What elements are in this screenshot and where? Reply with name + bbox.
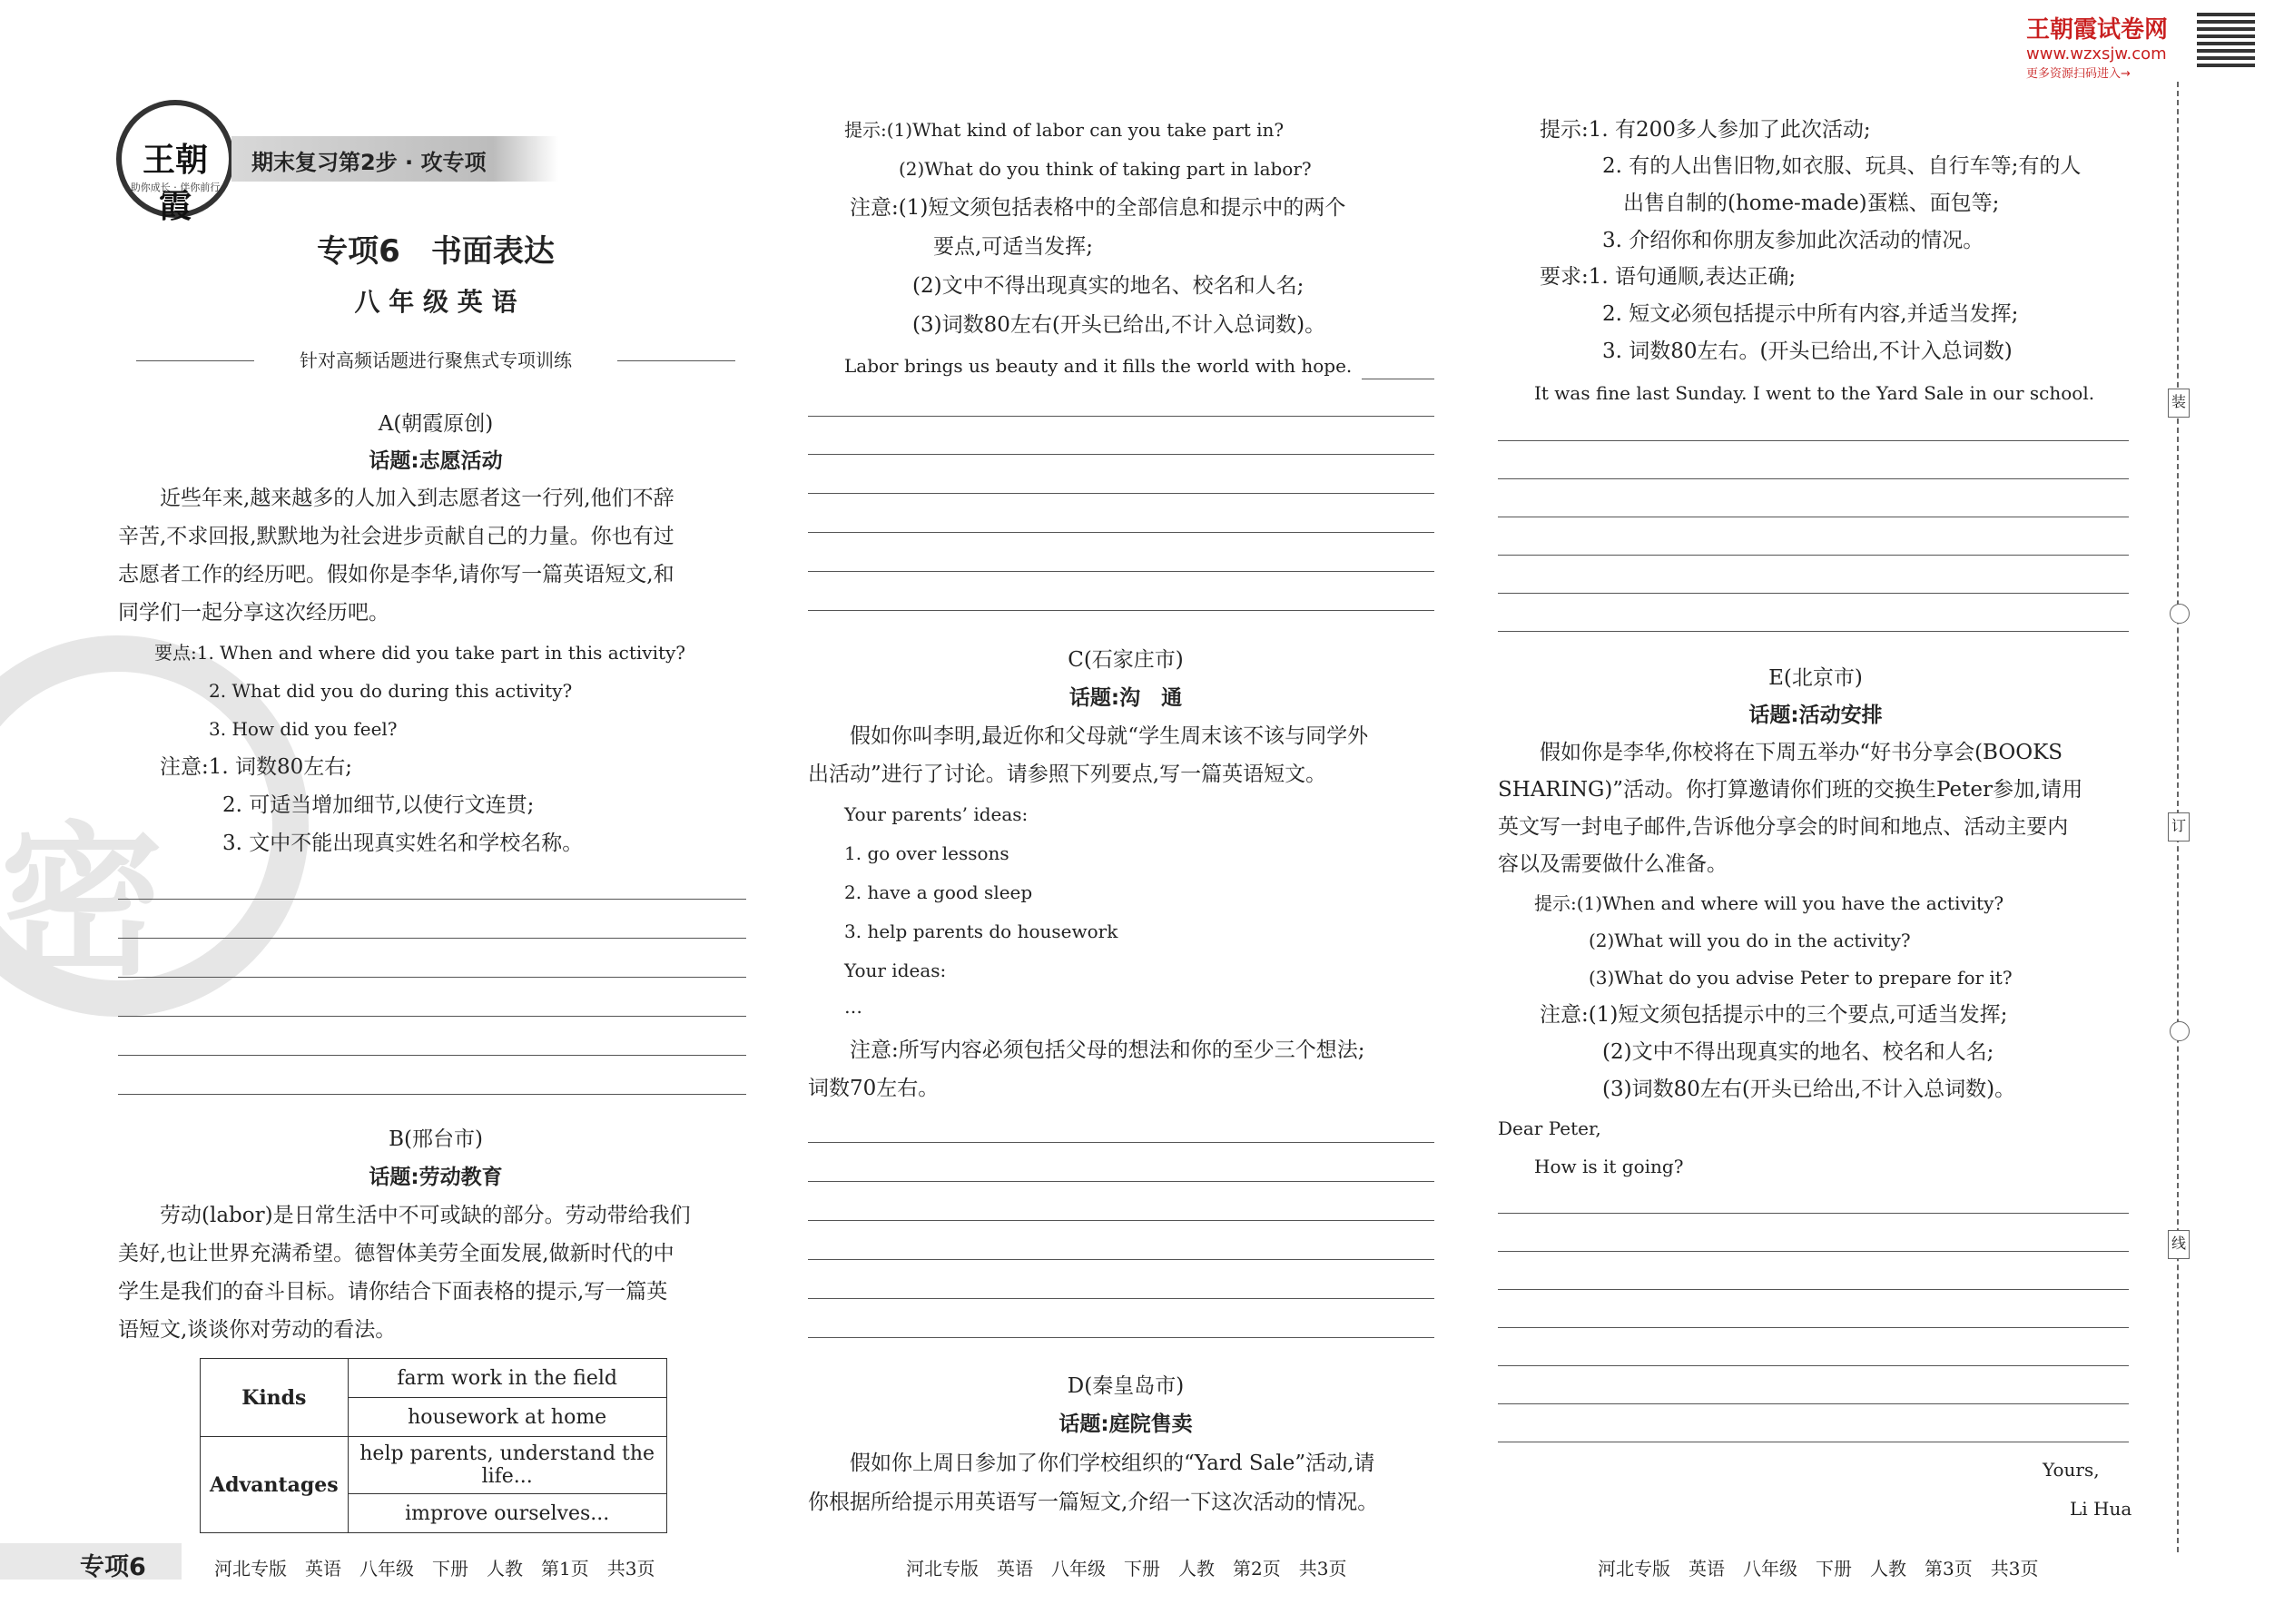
table-cell: improve ourselves... <box>348 1494 666 1533</box>
section-e-body: 假如你是李华,你校将在下周五举办“好书分享会(BOOKS <box>1498 741 2063 764</box>
footer-page-3: 河北专版 英语 八年级 下册 人教 第3页 共3页 <box>1598 1558 2039 1580</box>
section-a-points: 要点:1. When and where did you take part in this activity? <box>118 642 686 664</box>
letter-salutation: Dear Peter, <box>1498 1117 1601 1139</box>
watermark-seal: 密 <box>0 635 309 1017</box>
table-cell: help parents, understand the life... <box>348 1437 666 1494</box>
table-cell: farm work in the field <box>348 1359 666 1398</box>
section-a-notes: 注意:1. 词数80左右; <box>118 755 353 779</box>
section-b-hints: 提示:(1)What kind of labor can you take part in? <box>808 119 1285 141</box>
footer-page-1: 河北专版 英语 八年级 下册 人教 第1页 共3页 <box>214 1558 655 1580</box>
section-a-body: 近些年来,越来越多的人加入到志愿者这一行列,他们不辞 <box>118 487 674 510</box>
qr-code-icon[interactable] <box>2197 9 2255 67</box>
letter-signature: Li Hua <box>2070 1498 2132 1520</box>
section-e-topic: 话题:活动安排 <box>1748 704 1883 727</box>
section-d-hints: 提示:1. 有200多人参加了此次活动; <box>1498 118 1871 142</box>
labor-table <box>200 1358 667 1533</box>
tagline: 针对高频话题进行聚焦式专项训练 <box>300 349 572 371</box>
letter-greeting: How is it going? <box>1498 1156 1684 1177</box>
column-3: 提示:1. 有200多人参加了此次活动; 2. 有的人出售旧物,如衣服、玩具、自行车等;有的人 出售自制的(home-made)蛋糕、面包等; 3. 介绍你和你朋友参加此次活动的情况。 要求:1. 语句通顺,表达正确; 2. 短文必须包括提示中所有内容,并适当发挥; 3. 词数80左右。(开头已给出,不计入总词数) It was fine last Sunday. I went to the Yard Sale in our school. E(北京市) 话题:活动安排 假如你是李华,你校将在下周五举办“好书分享会(BOOKS SHARING)”活动。你打算邀请你们班的交换生Peter参加,请用 英文写一封电子邮件,告诉他分享会的时间和地点、活动主要内 容以及需要做什么准备。 提示:(1)When and where will you have the activity? (2)What will you do in the activity? (3)What do you advise Peter to prepare for it? 注意:(1)短文须包括提示中的三个要点,可适当发挥; (2)文中不得出现真实的地名、校名和人名; (3)词数80左右(开头已给出,不计入总词数)。 Dear Peter, How is it going? Yours, Li Hua <box>1498 0 2133 1624</box>
letter-closing: Yours, <box>2043 1459 2100 1481</box>
table-header-advantages: Advantages <box>201 1437 349 1533</box>
section-d-opening: It was fine last Sunday. I went to the Yard Sale in our school. <box>1498 382 2095 404</box>
binding-hole-icon <box>2170 604 2190 624</box>
section-d-heading: D(秦皇岛市) <box>1067 1374 1185 1398</box>
brand-name: 王朝霞试卷网 <box>2026 16 2169 44</box>
section-e-notes: 注意:(1)短文须包括提示中的三个要点,可适当发挥; <box>1498 1003 2008 1027</box>
margin-mark-1: 装 <box>2168 389 2190 418</box>
section-a-topic: 话题:志愿活动 <box>369 449 503 473</box>
section-d-body: 假如你上周日参加了你们学校组织的“Yard Sale”活动,请 <box>808 1452 1375 1475</box>
section-b-notes: 注意:(1)短文须包括表格中的全部信息和提示中的两个 <box>808 196 1346 220</box>
table-cell: housework at home <box>348 1398 666 1437</box>
section-b-opening: Labor brings us beauty and it fills the world with hope. <box>808 355 1353 377</box>
section-c-heading: C(石家庄市) <box>1068 648 1184 672</box>
section-b-topic: 话题:劳动教育 <box>369 1166 503 1189</box>
section-c-body: 假如你叫李明,最近你和父母就“学生周末该不该与同学外 <box>808 724 1369 748</box>
section-b-body: 劳动(labor)是日常生活中不可或缺的部分。劳动带给我们 <box>118 1204 691 1227</box>
section-a-heading: A(朝霞原创) <box>378 412 494 436</box>
margin-mark-2: 订 <box>2168 812 2190 842</box>
section-d-topic: 话题:庭院售卖 <box>1058 1412 1193 1436</box>
page-title: 专项6 书面表达 <box>317 233 555 270</box>
table-header-kinds: Kinds <box>201 1359 349 1437</box>
section-banner: 期末复习第2步 · 攻专项 <box>231 136 558 182</box>
section-c-notes: 注意:所写内容必须包括父母的想法和你的至少三个想法; <box>808 1038 1365 1062</box>
column-2: 提示:(1)What kind of labor can you take part in? (2)What do you think of taking part in labor? 注意:(1)短文须包括表格中的全部信息和提示中的两个 要点,可适当发挥; (2)文中不得出现真实的地名、校名和人名; (3)词数80左右(开头已给出,不计入总词数)。 Labor brings us beauty and it fills the world with hope. C(石家庄市) 话题:沟 通 假如你叫李明,最近你和父母就“学生周末该不该与同学外 出活动”进行了讨论。请参照下列要点,写一篇英语短文。 Your parents’ ideas: 1. go over lessons 2. have a good sleep 3. help parents do housework Your ideas: … 注意:所写内容必须包括父母的想法和你的至少三个想法; 词数70左右。 D(秦皇岛市) 话题:庭院售卖 假如你上周日参加了你们学校组织的“Yard Sale”活动,请 你根据所给提示用英语写一篇短文,介绍一下这次活动的情况。 <box>808 0 1443 1624</box>
footer-page-2: 河北专版 英语 八年级 下册 人教 第2页 共3页 <box>906 1558 1347 1580</box>
margin-mark-3: 线 <box>2168 1230 2190 1259</box>
section-c-topic: 话题:沟 通 <box>1068 686 1183 710</box>
section-c-parents-label: Your parents’ ideas: <box>808 803 1029 825</box>
section-b-heading: B(邢台市) <box>389 1127 483 1151</box>
brand-url[interactable]: www.wzxsjw.com <box>2026 44 2167 64</box>
page-subtitle: 八 年 级 英 语 <box>354 287 517 317</box>
section-c-yours-label: Your ideas: <box>808 960 947 981</box>
footer-tag: 专项6 <box>0 1543 182 1580</box>
brand-logo: 王朝霞 助你成长 · 伴你前行 <box>116 100 234 218</box>
section-e-hints: 提示:(1)When and where will you have the activity? <box>1498 892 2004 914</box>
section-d-reqs: 要求:1. 语句通顺,表达正确; <box>1498 265 1797 289</box>
section-e-heading: E(北京市) <box>1768 666 1863 690</box>
binding-hole-icon <box>2170 1021 2190 1041</box>
column-1: 专项6 书面表达 八 年 级 英 语 针对高频话题进行聚焦式专项训练 A(朝霞原创) 话题:志愿活动 近些年来,越来越多的人加入到志愿者这一行列,他们不辞 辛苦,不求回报,默默地为社会进步贡献自己的力量。你也有过 志愿者工作的经历吧。假如你是李华,请你写一篇英语短文,和 同学们一起分享这次经历吧。 要点:1. When and where did you take part in this activity? 2. What did you do during this activity? 3. How did you feel? 注意:1. 词数80左右; 2. 可适当增加细节,以使行文连贯; 3. 文中不能出现真实姓名和学校名称。 B(邢台市) 话题:劳动教育 劳动(labor)是日常生活中不可或缺的部分。劳动带给我们 美好,也让世界充满希望。德智体美劳全面发展,做新时代的中 学生是我们的奋斗目标。请你结合下面表格的提示,写一篇英 语短文,谈谈你对劳动的看法。 <box>118 0 753 1624</box>
brand-promo: 更多资源扫码进入→ <box>2026 67 2131 81</box>
